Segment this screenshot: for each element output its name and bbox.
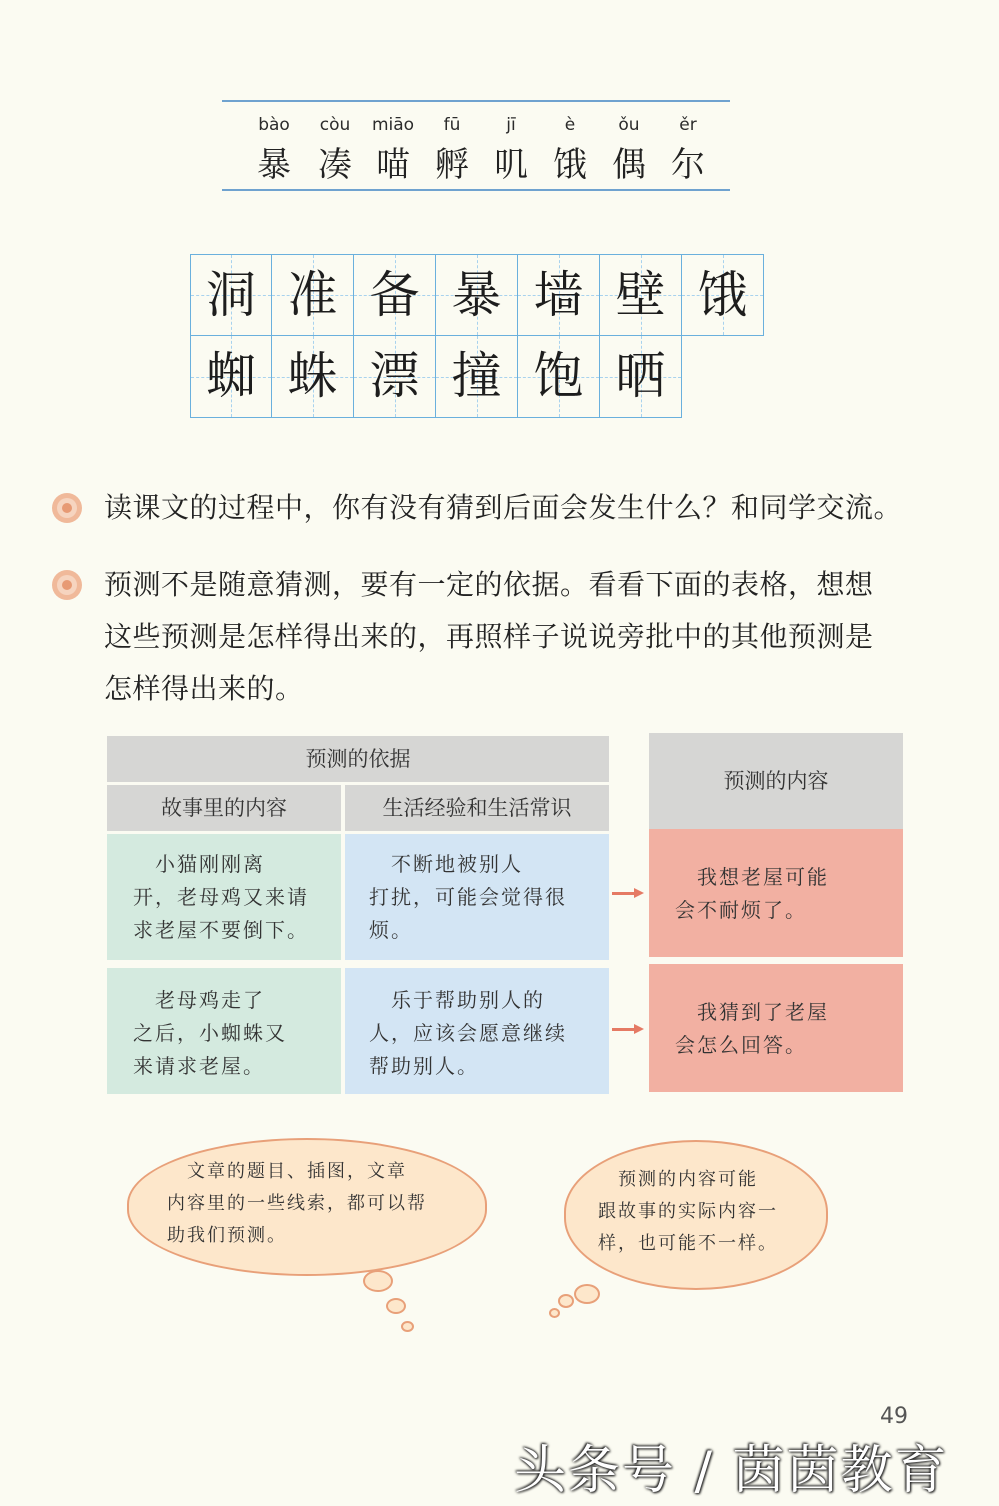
prediction-text: [675, 996, 829, 1062]
vocab-characters: [222, 137, 730, 185]
vocab-character: 孵: [435, 145, 469, 185]
grid-character: 晒: [615, 347, 666, 405]
grid-cell: [518, 336, 600, 418]
cloud-text: [598, 1164, 778, 1260]
page-number: 49: [880, 1404, 908, 1429]
question-line: 预测不是随意猜测，要有一定的依据。看看下面的表格，想想: [104, 568, 874, 601]
text-line: 小猫刚刚离: [133, 852, 265, 876]
grid-character: 饱: [533, 347, 584, 405]
pinyin: è: [564, 115, 576, 135]
grid-character: 漂: [369, 347, 420, 405]
vocab-character: 叽: [494, 145, 528, 185]
vocab-character: 暴: [257, 145, 291, 185]
grid-cell: [436, 336, 518, 418]
text-line: 打扰，可能会觉得很: [369, 885, 567, 909]
story-column-header: 故事里的内容: [107, 785, 341, 831]
text-line: 之后，小蜘蛛又: [133, 1021, 287, 1045]
grid-cell: [354, 254, 436, 336]
grid-character: 洞: [206, 266, 256, 324]
story-cell: [107, 834, 341, 960]
vocab-top-rule: [222, 100, 730, 102]
grid-character: 蛛: [287, 347, 338, 405]
pinyin: fū: [443, 115, 461, 135]
life-cell: [345, 834, 609, 960]
bullet-icon: [52, 493, 82, 523]
grid-cell: [272, 336, 354, 418]
story-text: [133, 848, 309, 947]
basis-header: 预测的依据: [107, 736, 609, 782]
text-line: 会不耐烦了。: [675, 898, 807, 922]
grid-character: 准: [287, 266, 338, 324]
thought-bubble: [401, 1321, 414, 1332]
pinyin: bào: [258, 115, 290, 135]
text-line: 烦。: [369, 918, 413, 942]
grid-character: 蜘: [206, 347, 256, 405]
thought-bubble: [386, 1298, 406, 1314]
pinyin: miāo: [371, 115, 415, 135]
thought-cloud-left: [127, 1138, 487, 1276]
text-line: 我想老屋可能: [675, 865, 829, 889]
story-text: [133, 984, 287, 1083]
grid-cell: [600, 254, 682, 336]
grid-character: 撞: [451, 347, 502, 405]
text-line: 来请求老屋。: [133, 1054, 265, 1078]
watermark: 头条号 / 茵茵教育: [514, 1441, 949, 1501]
grid-cell: [518, 254, 600, 336]
grid-character: 饿: [697, 266, 748, 324]
cloud-text: [167, 1156, 427, 1252]
text-line: 老母鸡走了: [133, 988, 265, 1012]
text-line: 跟故事的实际内容一: [598, 1201, 778, 1222]
vocab-character: 喵: [376, 145, 410, 185]
grid-cell: [272, 254, 354, 336]
prediction-text: [675, 861, 829, 927]
text-line: 人，应该会愿意继续: [369, 1021, 567, 1045]
text-line: 我猜到了老屋: [675, 1000, 829, 1024]
bullet-icon: [52, 570, 82, 600]
grid-cell: [354, 336, 436, 418]
story-cell: [107, 968, 341, 1094]
text-line: 开，老母鸡又来请: [133, 885, 309, 909]
pinyin: ǒu: [618, 115, 640, 135]
prediction-cell: [649, 964, 903, 1092]
text-line: 内容里的一些线索，都可以帮: [167, 1193, 427, 1214]
grid-character: 备: [369, 266, 420, 324]
grid-cell: [600, 336, 682, 418]
life-cell: [345, 968, 609, 1094]
text-line: 乐于帮助别人的: [369, 988, 545, 1012]
thought-bubble: [549, 1308, 560, 1318]
question-line: 怎样得出来的。: [104, 672, 304, 705]
life-text: [369, 848, 567, 947]
pinyin-row: [222, 115, 730, 137]
prediction-cell: [649, 829, 903, 957]
question-line: 读课文的过程中，你有没有猜到后面会发生什么？和同学交流。: [104, 491, 903, 524]
vocab-character: 尔: [671, 145, 705, 185]
grid-cell: [190, 336, 272, 418]
question-2: [104, 559, 874, 715]
question-line: 这些预测是怎样得出来的，再照样子说说旁批中的其他预测是: [104, 620, 874, 653]
vocab-bottom-rule: [222, 189, 730, 191]
text-line: 会怎么回答。: [675, 1033, 807, 1057]
text-line: 帮助别人。: [369, 1054, 479, 1078]
question-1: [104, 482, 902, 534]
thought-bubble: [574, 1284, 600, 1304]
arrow-right-icon: [612, 1024, 644, 1034]
grid-character: 墙: [533, 266, 584, 324]
writing-grid: [190, 254, 764, 420]
text-line: 样，也可能不一样。: [598, 1233, 778, 1254]
text-line: 助我们预测。: [167, 1225, 287, 1246]
grid-cell: [682, 254, 764, 336]
vocab-character: 饿: [553, 145, 587, 185]
pinyin: còu: [319, 115, 351, 135]
grid-character: 壁: [615, 266, 666, 324]
arrow-right-icon: [612, 888, 644, 898]
thought-bubble: [363, 1270, 393, 1292]
text-line: 预测的内容可能: [598, 1169, 758, 1190]
pinyin: ěr: [679, 115, 697, 135]
grid-cell: [436, 254, 518, 336]
text-line: 求老屋不要倒下。: [133, 918, 309, 942]
text-line: 文章的题目、插图，文章: [167, 1161, 407, 1182]
pinyin: jī: [506, 115, 516, 135]
grid-cell: [190, 254, 272, 336]
text-line: 不断地被别人: [369, 852, 523, 876]
grid-character: 暴: [451, 266, 502, 324]
life-text: [369, 984, 567, 1083]
vocab-character: 凑: [318, 145, 352, 185]
thought-bubble: [558, 1294, 574, 1308]
life-column-header: 生活经验和生活常识: [345, 785, 609, 831]
vocab-character: 偶: [612, 145, 646, 185]
thought-cloud-right: [564, 1140, 828, 1290]
prediction-column-header: 预测的内容: [649, 733, 903, 829]
